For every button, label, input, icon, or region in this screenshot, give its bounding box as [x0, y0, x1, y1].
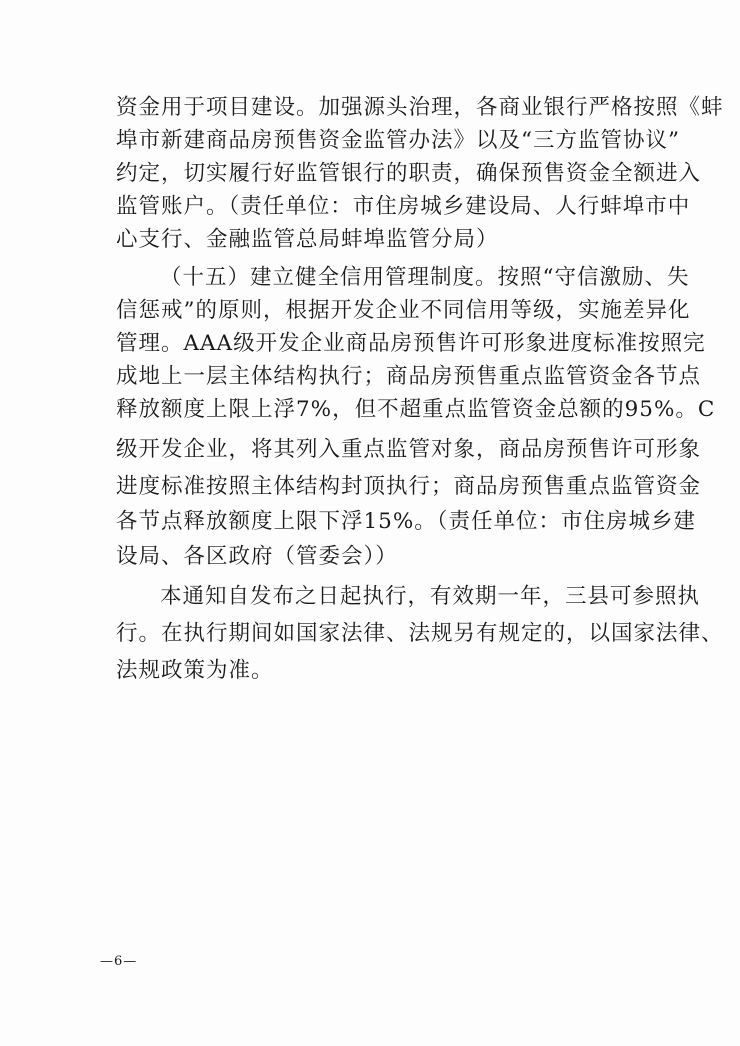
body-line: 约定，切实履行好监管银行的职责，确保预售资金全额进入	[116, 161, 702, 186]
body-line: 监管账户。（责任单位：市住房城乡建设局、人行蚌埠市中	[116, 194, 691, 219]
page-number: —6—	[100, 954, 138, 969]
body-line: 成地上一层主体结构执行；商品房预售重点监管资金各节点	[116, 364, 702, 389]
body-line: 进度标准按照主体结构封顶执行；商品房预售重点监管资金	[116, 474, 702, 499]
body-line: 埠市新建商品房预售资金监管办法》以及“三方监管协议”	[116, 128, 680, 153]
body-line: 资金用于项目建设。加强源头治理，各商业银行严格按照《蚌	[116, 95, 724, 120]
body-line: 设局、各区政府（管委会））	[116, 544, 398, 569]
section-heading-line: （十五）建立健全信用管理制度。按照“守信激励、失	[160, 265, 690, 290]
body-line: 管理。AAA级开发企业商品房预售许可形象进度标准按照完	[116, 331, 706, 356]
body-line: 级开发企业，将其列入重点监管对象，商品房预售许可形象	[116, 437, 702, 462]
body-line: 信惩戒”的原则，根据开发企业不同信用等级，实施差异化	[116, 298, 691, 323]
body-line: 心支行、金融监管总局蚌埠监管分局）	[116, 227, 499, 252]
body-line: 各节点释放额度上限下浮15%。（责任单位：市住房城乡建	[116, 509, 697, 534]
body-line: 行。在执行期间如国家法律、法规另有规定的，以国家法律、	[116, 621, 724, 646]
body-line: 法规政策为准。	[116, 658, 274, 683]
body-line: 释放额度上限上浮7%，但不超重点监管资金总额的95%。C	[116, 397, 716, 422]
closing-paragraph-line: 本通知自发布之日起执行，有效期一年，三县可参照执	[160, 584, 701, 609]
